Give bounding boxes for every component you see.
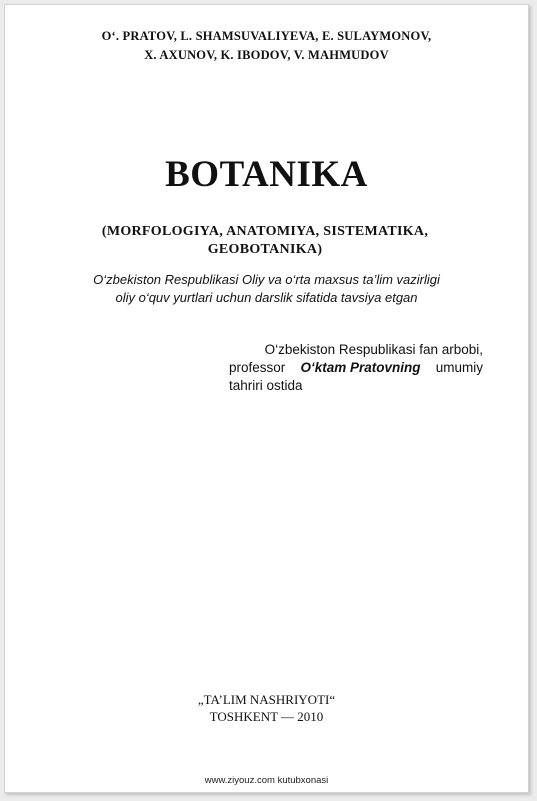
editor-line-3: tahriri ostida (229, 378, 303, 393)
book-title: BOTANIKA (165, 154, 368, 195)
editor-line-1: O‘zbekiston Respublikasi fan arbobi, (264, 342, 483, 357)
editor-suffix: umumiy (435, 360, 483, 375)
subtitle-line-2: GEOBOTANIKA) (207, 242, 323, 257)
publisher-place-year: TOSHKENT — 2010 (209, 709, 324, 724)
watermark-link: www.ziyouz.com kutubxonasi (204, 775, 329, 786)
book-subtitle (45, 223, 485, 259)
publisher (5, 691, 528, 725)
book-title-page (4, 4, 529, 793)
authors-line-1: O‘. PRATOV, L. SHAMSUVALIYEVA, E. SULAYMONOV, (101, 29, 432, 43)
authors (5, 27, 528, 65)
approval-note (5, 271, 528, 307)
publisher-name: „TA’LIM NASHRIYOTI“ (197, 692, 336, 707)
editor-name: O‘ktam Pratovning (300, 360, 421, 375)
subtitle-line-1: (MORFOLOGIYA, ANATOMIYA, SISTEMATIKA, (101, 224, 429, 239)
approval-line-1: O‘zbekiston Respublikasi Oliy va o‘rta maxsus ta’lim vazirligi (93, 272, 440, 287)
approval-line-2: oliy o‘quv yurtlari uchun darslik sifatida tavsiya etgan (115, 290, 418, 305)
authors-line-2: X. AXUNOV, K. IBODOV, V. MAHMUDOV (144, 48, 389, 62)
editor-prefix: professor (229, 360, 286, 375)
editor-note (229, 341, 483, 395)
editor-line-2 (229, 359, 483, 377)
